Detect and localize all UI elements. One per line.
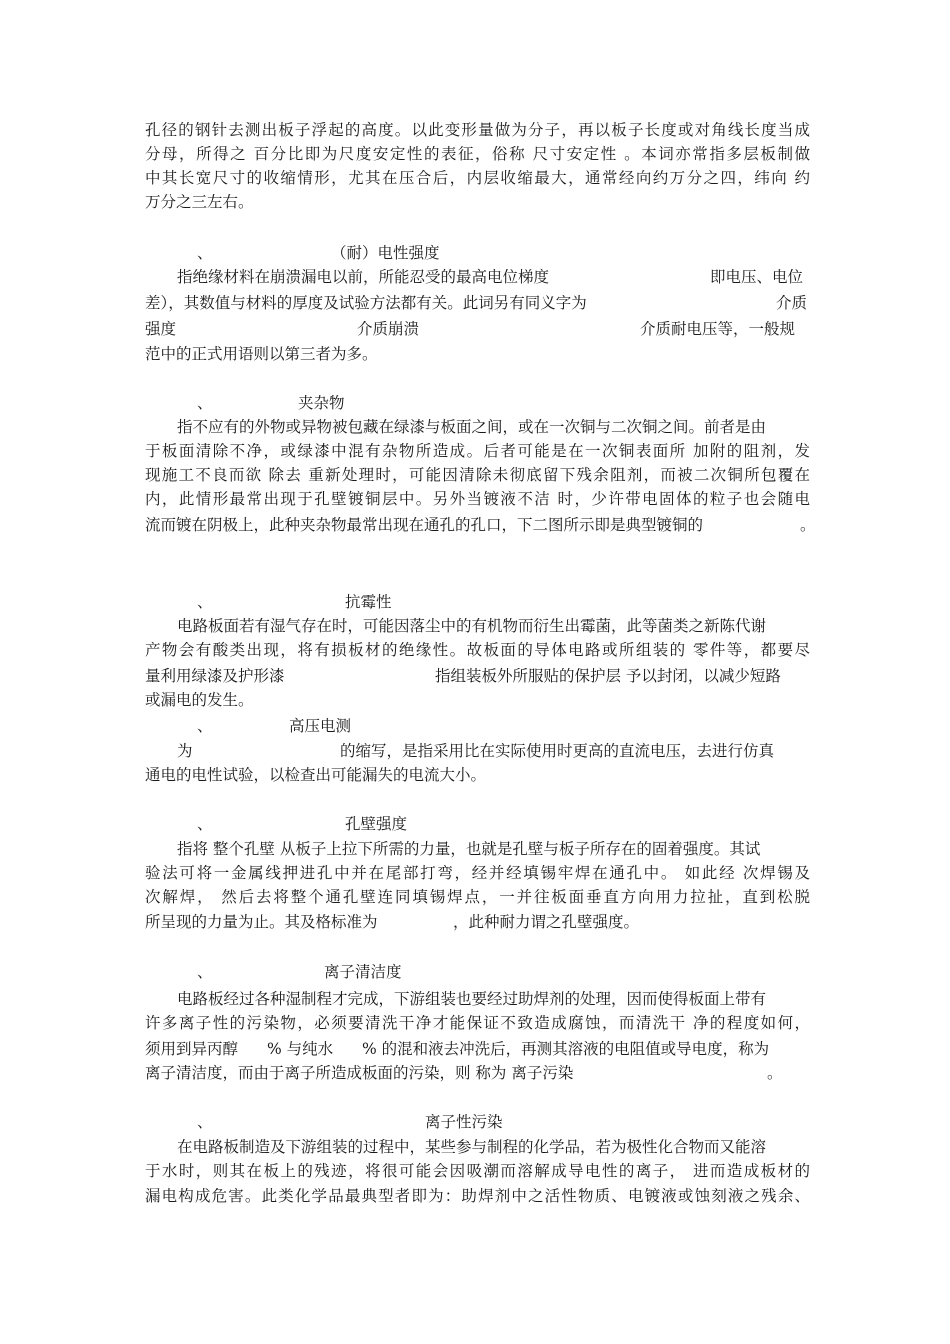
paragraph-line: 漏电构成危害。此类化学品最典型者即为：助焊剂中之活性物质、电镀液或蚀刻液之残余、 [145, 1187, 810, 1205]
text-segment: ，此种耐力谓之孔壁强度。 [453, 913, 640, 931]
text-segment: 所呈现的力量为止。其及格标准为 [145, 913, 378, 931]
paragraph-line: 电路板经过各种湿制程才完成，下游组装也要经过助焊剂的处理，因而使得板面上带有 [177, 990, 767, 1008]
paragraph-line: 次解焊， 然后去将整个通孔壁连同填锡焊点，一并往板面垂直方向用力拉扯，直到松脱 [145, 888, 810, 906]
section-marker: 、 [197, 394, 213, 412]
paragraph-line [145, 268, 810, 286]
text-segment: 介质崩溃 [357, 320, 420, 338]
paragraph-line: 分母，所得之 百分比即为尺度安定性的表征，俗称 尺寸安定性 。本词亦常指多层板制做 [145, 145, 810, 163]
text-segment: 的缩写，是指采用比在实际使用时更高的直流电压，去进行仿真 [340, 742, 775, 760]
text-segment: % 与纯水 [267, 1040, 334, 1058]
text-segment: 离子清洁度，而由于离子所造成板面的污染，则 称为 离子污染 [145, 1064, 574, 1082]
paragraph-line: 指不应有的外物或异物被包藏在绿漆与板面之间，或在一次铜与二次铜之间。前者是由 [177, 418, 767, 436]
paragraph-line: 内，此情形最常出现于孔壁镀铜层中。另外当镀液不洁 时，少许带电固体的粒子也会随电 [145, 490, 810, 508]
section-heading [145, 394, 810, 412]
section-title: 夹杂物 [298, 394, 345, 412]
text-segment: 即电压、电位 [710, 268, 804, 286]
section-title: （耐）电性强度 [331, 244, 440, 262]
section-title: 离子性污染 [425, 1113, 503, 1131]
section-marker: 、 [197, 1113, 213, 1131]
section-marker: 、 [197, 593, 213, 611]
paragraph-line [145, 667, 810, 685]
section-marker: 、 [197, 963, 213, 981]
paragraph-line: 现施工不良而欲 除去 重新处理时，可能因清除未彻底留下残余阻剂，而被二次铜所包覆在 [145, 466, 810, 484]
paragraph-line: 电路板面若有湿气存在时，可能因落尘中的有机物而衍生出霉菌，此等菌类之新陈代谢 [177, 617, 767, 635]
paragraph-line [145, 913, 810, 931]
text-segment: 介质 [776, 294, 808, 312]
section-heading [145, 815, 810, 833]
paragraph-line: 范中的正式用语则以第三者为多。 [145, 345, 378, 363]
paragraph-line: 产物会有酸类出现，将有损板材的绝缘性。故板面的导体电路或所组装的 零件等，都要尽 [145, 641, 810, 659]
paragraph-line [145, 1040, 810, 1058]
paragraph-line [145, 1064, 810, 1082]
paragraph-line: 许多离子性的污染物，必须要清洗干净才能保证不致造成腐蚀，而清洗干 净的程度如何， [145, 1014, 810, 1032]
text-segment: 须用到异丙醇 [145, 1040, 239, 1058]
section-marker: 、 [197, 717, 213, 735]
section-heading [145, 1113, 810, 1131]
section-heading [145, 963, 810, 981]
text-segment: 流而镀在阴极上，此种夹杂物最常出现在通孔的孔口，下二图所示即是典型镀铜的 [145, 516, 704, 534]
paragraph-line: 通电的电性试验，以检查出可能漏失的电流大小。 [145, 766, 487, 784]
paragraph-line: 万分之三左右。 [145, 193, 254, 211]
section-heading [145, 244, 810, 262]
section-title: 高压电测 [289, 717, 352, 735]
paragraph-line: 于板面清除不净，或绿漆中混有杂物所造成。后者可能是在一次铜表面所 加附的阻剂，发 [145, 442, 810, 460]
text-segment: 量利用绿漆及护形漆 [145, 667, 285, 685]
paragraph-line: 指将 整个孔壁 从板子上拉下所需的力量，也就是孔壁与板子所存在的固着强度。其试 [177, 840, 761, 858]
section-marker: 、 [197, 244, 213, 262]
section-marker: 、 [197, 815, 213, 833]
text-segment: 指组装板外所服贴的保护层 予以封闭，以减少短路 [435, 667, 781, 685]
text-segment: 介质耐电压等，一般规 [640, 320, 796, 338]
paragraph-line [145, 516, 816, 534]
paragraph-line: 于水时，则其在板上的残迹，将很可能会因吸潮而溶解成导电性的离子， 进而造成板材的 [145, 1162, 810, 1180]
text-segment: 强度 [145, 320, 177, 338]
paragraph-line: 在电路板制造及下游组装的过程中，某些参与制程的化学品，若为极性化合物而又能溶 [177, 1138, 767, 1156]
text-segment: 为 [177, 742, 193, 760]
paragraph-line [145, 320, 810, 338]
text-segment: % 的混和液去冲洗后，再测其溶液的电阻值或导电度，称为 [362, 1040, 770, 1058]
paragraph-line: 孔径的钢针去测出板子浮起的高度。以此变形量做为分子，再以板子长度或对角线长度当成 [145, 121, 810, 139]
section-heading [145, 593, 810, 611]
section-heading [145, 717, 810, 735]
text-segment: 指绝缘材料在崩溃漏电以前，所能忍受的最高电位梯度 [177, 268, 550, 286]
paragraph-line [145, 294, 810, 312]
paragraph-line: 验法可将一金属线押进孔中并在尾部打弯，经并经填锡牢焊在通孔中。 如此经 次焊锡及 [145, 864, 810, 882]
paragraph-line [145, 742, 810, 760]
text-segment: 。 [767, 1064, 783, 1082]
text-segment: 差），其数值与材料的厚度及试验方法都有关。此词另有同义字为 [145, 294, 587, 312]
section-title: 抗霉性 [345, 593, 392, 611]
section-title: 离子清洁度 [324, 963, 402, 981]
text-segment: 。 [800, 516, 816, 534]
section-title: 孔壁强度 [345, 815, 408, 833]
paragraph-line: 或漏电的发生。 [145, 691, 254, 709]
paragraph-line: 中其长宽尺寸的收缩情形，尤其在压合后，内层收缩最大，通常经向约万分之四，纬向 约 [145, 169, 810, 187]
